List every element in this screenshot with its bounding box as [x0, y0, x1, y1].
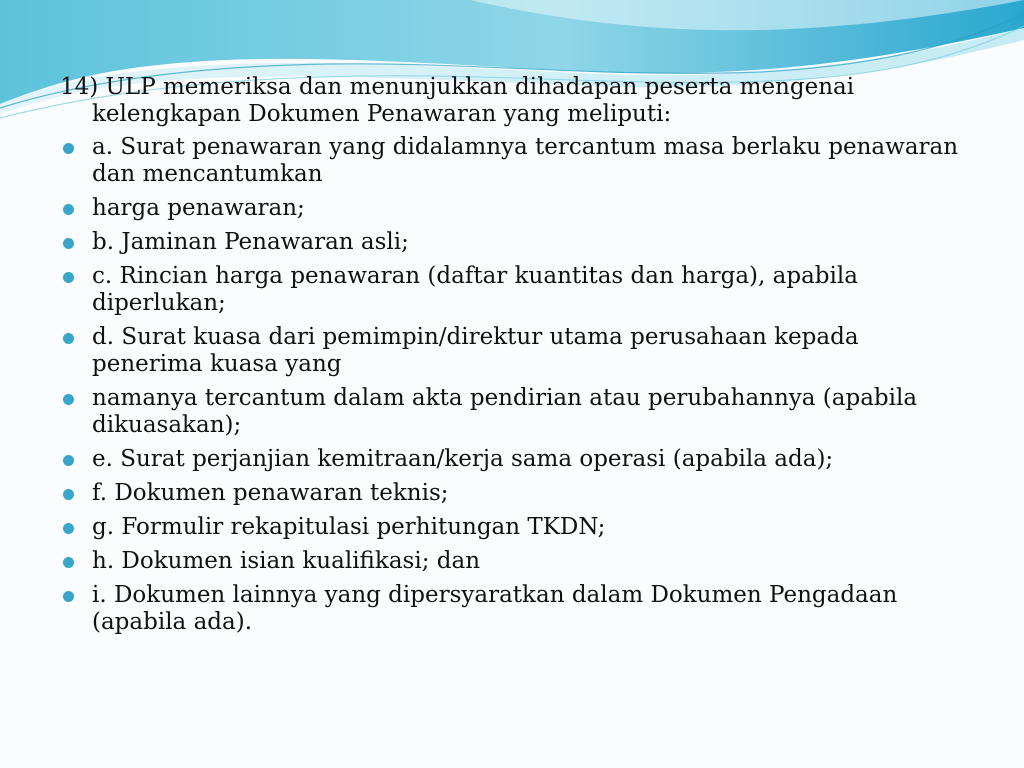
- list-item-text: e. Surat perjanjian kemitraan/kerja sama operasi (apabila ada);: [92, 446, 834, 472]
- list-item: [60, 480, 960, 507]
- list-item-text: d. Surat kuasa dari pemimpin/direktur utama perusahaan kepada penerima kuasa yang: [92, 324, 859, 377]
- list-item: [60, 195, 960, 222]
- list-item: [60, 548, 960, 575]
- list-item: [60, 229, 960, 256]
- list-item-text: a. Surat penawaran yang didalamnya tercantum masa berlaku penawaran dan mencantumkan: [92, 134, 959, 187]
- list-item: [60, 385, 960, 439]
- bullet-icon: [63, 557, 74, 568]
- bullet-icon: [63, 455, 74, 466]
- list-item-text: harga penawaran;: [92, 195, 305, 221]
- bullet-icon: [63, 238, 74, 249]
- list-item-text: h. Dokumen isian kualifikasi; dan: [92, 548, 481, 574]
- list-item-text: c. Rincian harga penawaran (daftar kuantitas dan harga), apabila diperlukan;: [92, 263, 858, 316]
- bullet-icon: [63, 333, 74, 344]
- bullet-icon: [63, 143, 74, 154]
- bullet-icon: [63, 591, 74, 602]
- list-item-text: b. Jaminan Penawaran asli;: [92, 229, 409, 255]
- bullet-icon: [63, 489, 74, 500]
- list-item: [60, 134, 960, 188]
- list-item-text: f. Dokumen penawaran teknis;: [92, 480, 449, 506]
- list-item: [60, 324, 960, 378]
- bullet-icon: [63, 523, 74, 534]
- list-item: [60, 514, 960, 541]
- list-item: [60, 446, 960, 473]
- list-item-text: i. Dokumen lainnya yang dipersyaratkan dalam Dokumen Pengadaan (apabila ada).: [92, 582, 898, 635]
- list-item: [60, 263, 960, 317]
- bullet-icon: [63, 394, 74, 405]
- list-item-text: namanya tercantum dalam akta pendirian atau perubahannya (apabila dikuasakan);: [92, 385, 918, 438]
- bullet-icon: [63, 272, 74, 283]
- list-item: [60, 582, 960, 636]
- requirements-list: [60, 134, 960, 636]
- intro-paragraph: 14) ULP memeriksa dan menunjukkan dihadapan peserta mengenai kelengkapan Dokumen Penawaran yang meliputi:: [60, 74, 855, 127]
- list-item-text: g. Formulir rekapitulasi perhitungan TKDN;: [92, 514, 606, 540]
- slide-content: [60, 74, 960, 643]
- bullet-icon: [63, 204, 74, 215]
